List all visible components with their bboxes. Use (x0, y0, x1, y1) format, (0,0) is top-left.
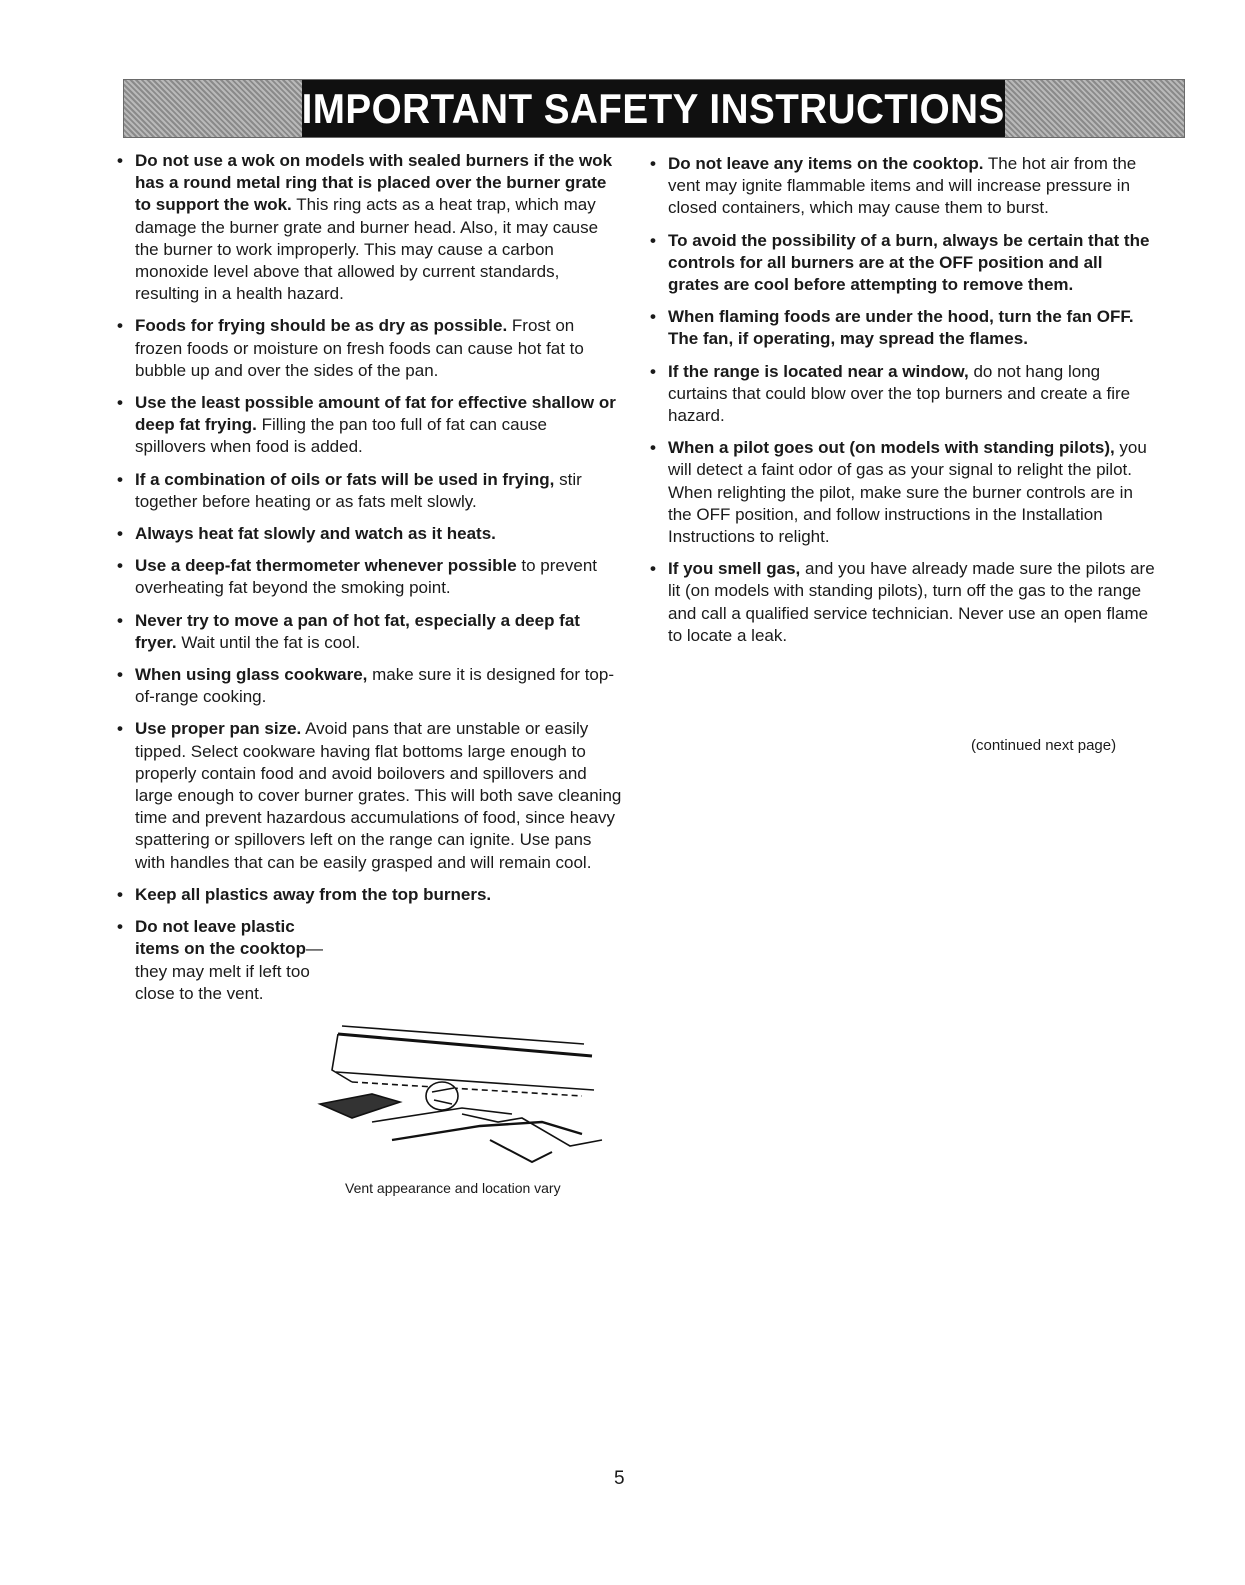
item-heading: If you smell gas, (668, 559, 801, 579)
item-heading: Use the least possible amount of fat for effective shallow or deep fat frying. (135, 393, 616, 435)
item-body: you will detect a faint odor of gas as your signal to relight the pilot. When relighting the pilot, make sure the burner controls are in the OFF position, and follow instructions in the Installation Instructions to relight. (668, 438, 1147, 547)
item-heading: Always heat fat slowly and watch as it heats. (135, 524, 496, 544)
safety-item (650, 306, 1155, 350)
safety-item (117, 610, 622, 654)
vent-illustration (312, 1022, 604, 1172)
item-heading: Do not leave any items on the cooktop. (668, 154, 984, 173)
page-number: 5 (614, 1468, 625, 1489)
item-heading: If a combination of oils or fats will be used in frying, (135, 469, 555, 489)
safety-item (117, 664, 622, 708)
item-body: and you have already made sure the pilots are lit (on models with standing pilots), turn off the gas to the range and call a qualified service technician. Never use an open flame to locate a leak. (668, 559, 1155, 645)
safety-item (650, 230, 1155, 297)
safety-item (650, 361, 1155, 428)
item-body: Avoid pans that are unstable or easily tipped. Select cookware having flat bottoms large enough to properly contain food and avoid boilovers and spillovers and large enough to cover burner grates. This will both save cleaning time and prevent hazardous accumulations of food, since heavy spattering or spillovers left on the range can ignite. Use pans with handles that can be easily grasped and will remain cool. (135, 719, 622, 872)
item-body: to prevent overheating fat beyond the smoking point. (135, 556, 598, 598)
title-banner-plate (302, 80, 1005, 137)
page-title: IMPORTANT SAFETY INSTRUCTIONS (301, 84, 1006, 132)
safety-item (650, 437, 1155, 548)
safety-item (117, 392, 622, 459)
safety-item (117, 523, 622, 545)
title-banner (123, 79, 1185, 138)
safety-item (117, 884, 622, 906)
item-body: make sure it is designed for top-of-range cooking. (135, 665, 615, 707)
figure-caption: Vent appearance and location vary (345, 1180, 561, 1196)
safety-item-plastic (117, 916, 335, 1005)
left-column (117, 150, 622, 1005)
item-body: stir together before heating or as fats melt slowly. (135, 469, 582, 511)
item-heading: Foods for frying should be as dry as possible. (135, 316, 508, 336)
item-body: —they may melt if left too close to the vent. (135, 939, 323, 1003)
item-body: Wait until the fat is cool. (176, 632, 361, 652)
safety-item (117, 150, 622, 305)
continued-note: (continued next page) (971, 737, 1117, 754)
item-heading: Use a deep-fat thermometer whenever possible (135, 556, 517, 576)
right-column (650, 153, 1155, 657)
safety-item (117, 718, 622, 873)
item-heading: Use proper pan size. (135, 719, 302, 739)
item-heading: If the range is located near a window, (668, 361, 969, 381)
item-body: Filling the pan too full of fat can cause spillovers when food is added. (135, 415, 547, 457)
item-heading: When using glass cookware, (135, 665, 368, 685)
item-heading: Do not use a wok on models with sealed burners if the wok has a round metal ring that is placed over the burner grate to support the wok. (135, 151, 613, 215)
item-heading: Keep all plastics away from the top burners. (135, 884, 492, 904)
safety-item (117, 469, 622, 513)
item-body: Frost on frozen foods or moisture on fresh foods can cause hot fat to bubble up and over the sides of the pan. (135, 316, 584, 380)
item-heading: When flaming foods are under the hood, turn the fan OFF. The fan, if operating, may spread the flames. (668, 307, 1134, 349)
item-body: do not hang long curtains that could blow over the top burners and create a fire hazard. (668, 361, 1131, 426)
item-body: The hot air from the vent may ignite flammable items and will increase pressure in closed containers, which may cause them to burst. (668, 154, 1137, 218)
item-heading: Never try to move a pan of hot fat, especially a deep fat fryer. (135, 610, 580, 652)
safety-item (117, 555, 622, 599)
safety-item (650, 558, 1155, 647)
item-heading: To avoid the possibility of a burn, always be certain that the controls for all burners are at the OFF position and all grates are cool before attempting to remove them. (668, 230, 1150, 295)
item-heading: When a pilot goes out (on models with standing pilots), (668, 438, 1115, 458)
item-heading: Do not leave plastic items on the cooktop (135, 917, 306, 959)
item-body: This ring acts as a heat trap, which may damage the burner grate and burner head. Also, it may cause the burner to work improperly. This may cause a carbon monoxide level above that allowed by current standards, resulting in a health hazard. (135, 195, 599, 304)
safety-item (117, 315, 622, 382)
safety-item (650, 153, 1155, 220)
